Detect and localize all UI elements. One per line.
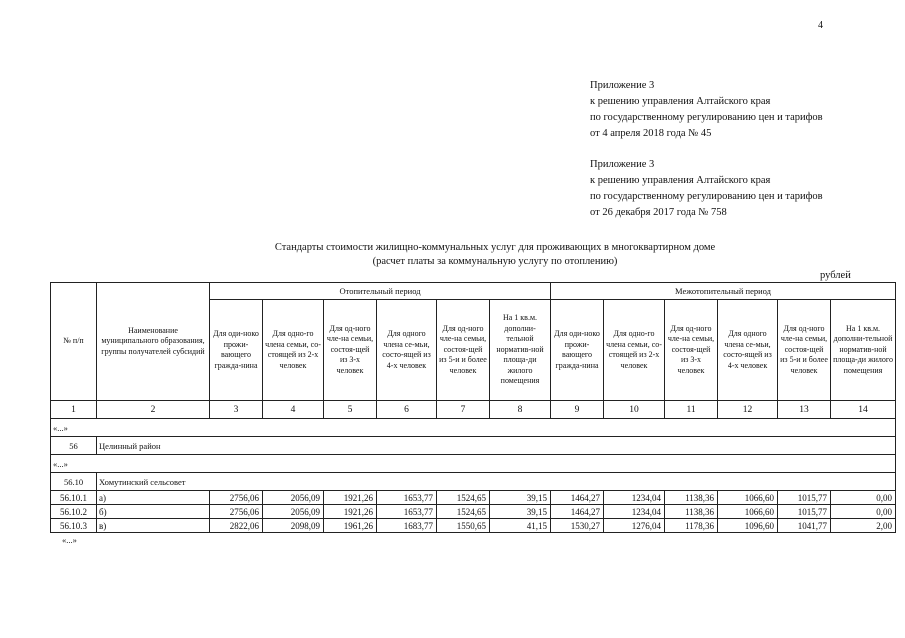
value-cell: 1550,65 (437, 519, 490, 533)
column-number: 7 (437, 401, 490, 419)
value-cell: 39,15 (490, 505, 551, 519)
column-number: 2 (97, 401, 210, 419)
header-nonheating-col-5: Для од-ного чле-на семьи, состоя-щей из 5-и и более человек (778, 300, 831, 401)
row-name: а) (97, 491, 210, 505)
title-line-2: (расчет платы за коммунальную услугу по отоплению) (372, 256, 618, 267)
row-name: в) (97, 519, 210, 533)
header-heating-period: Отопительный период (210, 283, 551, 300)
header-heating-col-4: Для одного члена се-мьи, состо-ящей из 4-х человек (377, 300, 437, 401)
header-heating-col-6: На 1 кв.м. дополни-тельной норматив-ной площа-ди жилого помещения (490, 300, 551, 401)
value-cell: 1015,77 (778, 491, 831, 505)
value-cell: 1464,27 (551, 505, 604, 519)
table-row (51, 505, 896, 519)
ellipsis-cell: «...» (51, 455, 896, 473)
value-cell: 1066,60 (718, 491, 778, 505)
value-cell: 1234,04 (604, 505, 665, 519)
row-number: 56.10.1 (51, 491, 97, 505)
value-cell: 1683,77 (377, 519, 437, 533)
column-number: 6 (377, 401, 437, 419)
ellipsis-row (51, 419, 896, 437)
region-row (51, 437, 896, 455)
header-row-number: № п/п (51, 283, 97, 401)
header-heating-col-2: Для одно-го члена семьи, со-стоящей из 2-х человек (263, 300, 324, 401)
appendix-previous (590, 157, 823, 221)
appendix-line: по государственному регулированию цен и тарифов (590, 112, 823, 123)
value-cell: 2056,09 (263, 491, 324, 505)
header-nonheating-col-4: Для одного члена се-мьи, состо-ящей из 4-х человек (718, 300, 778, 401)
title-line-1: Стандарты стоимости жилищно-коммунальных услуг для проживающих в многоквартирном доме (274, 242, 716, 253)
appendix-line: от 26 декабря 2017 года № 758 (590, 207, 727, 218)
value-cell: 41,15 (490, 519, 551, 533)
value-cell: 1178,36 (665, 519, 718, 533)
data-rows (51, 491, 896, 533)
ellipsis-row (51, 455, 896, 473)
trailing-ellipsis: «...» (62, 535, 77, 545)
appendix-line: Приложение 3 (590, 159, 655, 170)
column-number: 14 (831, 401, 896, 419)
value-cell: 1653,77 (377, 491, 437, 505)
document-title (150, 241, 840, 269)
column-number: 3 (210, 401, 263, 419)
appendix-line: от 4 апреля 2018 года № 45 (590, 128, 712, 139)
value-cell: 1066,60 (718, 505, 778, 519)
column-number: 4 (263, 401, 324, 419)
header-heating-col-5: Для од-ного чле-на семьи, состоя-щей из 5-и и более человек (437, 300, 490, 401)
value-cell: 0,00 (831, 491, 896, 505)
header-nonheating-col-2: Для одно-го члена семьи, со-стоящей из 2-х человек (604, 300, 665, 401)
column-number: 5 (324, 401, 377, 419)
council-name: Хомутинский сельсовет (97, 473, 896, 491)
value-cell: 39,15 (490, 491, 551, 505)
value-cell: 1276,04 (604, 519, 665, 533)
ellipsis-cell: «...» (51, 419, 896, 437)
column-number: 12 (718, 401, 778, 419)
column-number: 11 (665, 401, 718, 419)
header-name: Наименование муниципального образования, группы получателей субсидий (97, 283, 210, 401)
value-cell: 1961,26 (324, 519, 377, 533)
value-cell: 1096,60 (718, 519, 778, 533)
header-heating-col-1: Для оди-ноко прожи-вающего гражда-нина (210, 300, 263, 401)
appendix-current (590, 78, 823, 142)
value-cell: 2756,06 (210, 491, 263, 505)
page-number: 4 (818, 20, 823, 31)
value-cell: 1921,26 (324, 505, 377, 519)
column-number: 13 (778, 401, 831, 419)
header-nonheating-col-1: Для оди-ноко прожи-вающего гражда-нина (551, 300, 604, 401)
value-cell: 1138,36 (665, 491, 718, 505)
row-number: 56.10.3 (51, 519, 97, 533)
value-cell: 1524,65 (437, 491, 490, 505)
value-cell: 2056,09 (263, 505, 324, 519)
value-cell: 2822,06 (210, 519, 263, 533)
column-number-row (51, 401, 896, 419)
row-number: 56.10.2 (51, 505, 97, 519)
appendix-line: по государственному регулированию цен и тарифов (590, 191, 823, 202)
header-nonheating-period: Межотопительный период (551, 283, 896, 300)
table-row (51, 491, 896, 505)
appendix-line: к решению управления Алтайского края (590, 175, 771, 186)
value-cell: 2756,06 (210, 505, 263, 519)
header-heating-col-3: Для од-ного чле-на семьи, состоя-щей из 3-х человек (324, 300, 377, 401)
value-cell: 0,00 (831, 505, 896, 519)
value-cell: 1653,77 (377, 505, 437, 519)
region-name: Целинный район (97, 437, 896, 455)
tariff-table (50, 282, 896, 533)
value-cell: 1041,77 (778, 519, 831, 533)
units-label: рублей (820, 270, 851, 281)
value-cell: 1015,77 (778, 505, 831, 519)
header-nonheating-col-6: На 1 кв.м. дополни-тельной норматив-ной площа-ди жилого помещения (831, 300, 896, 401)
table-row (51, 519, 896, 533)
council-row (51, 473, 896, 491)
value-cell: 1921,26 (324, 491, 377, 505)
value-cell: 2098,09 (263, 519, 324, 533)
column-number: 8 (490, 401, 551, 419)
value-cell: 1530,27 (551, 519, 604, 533)
header-nonheating-col-3: Для од-ного чле-на семьи, состоя-щей из 3-х человек (665, 300, 718, 401)
row-name: б) (97, 505, 210, 519)
column-number: 1 (51, 401, 97, 419)
value-cell: 1138,36 (665, 505, 718, 519)
region-number: 56 (51, 437, 97, 455)
column-number: 9 (551, 401, 604, 419)
value-cell: 2,00 (831, 519, 896, 533)
council-number: 56.10 (51, 473, 97, 491)
appendix-line: к решению управления Алтайского края (590, 96, 771, 107)
value-cell: 1524,65 (437, 505, 490, 519)
appendix-line: Приложение 3 (590, 80, 655, 91)
value-cell: 1234,04 (604, 491, 665, 505)
value-cell: 1464,27 (551, 491, 604, 505)
column-number: 10 (604, 401, 665, 419)
